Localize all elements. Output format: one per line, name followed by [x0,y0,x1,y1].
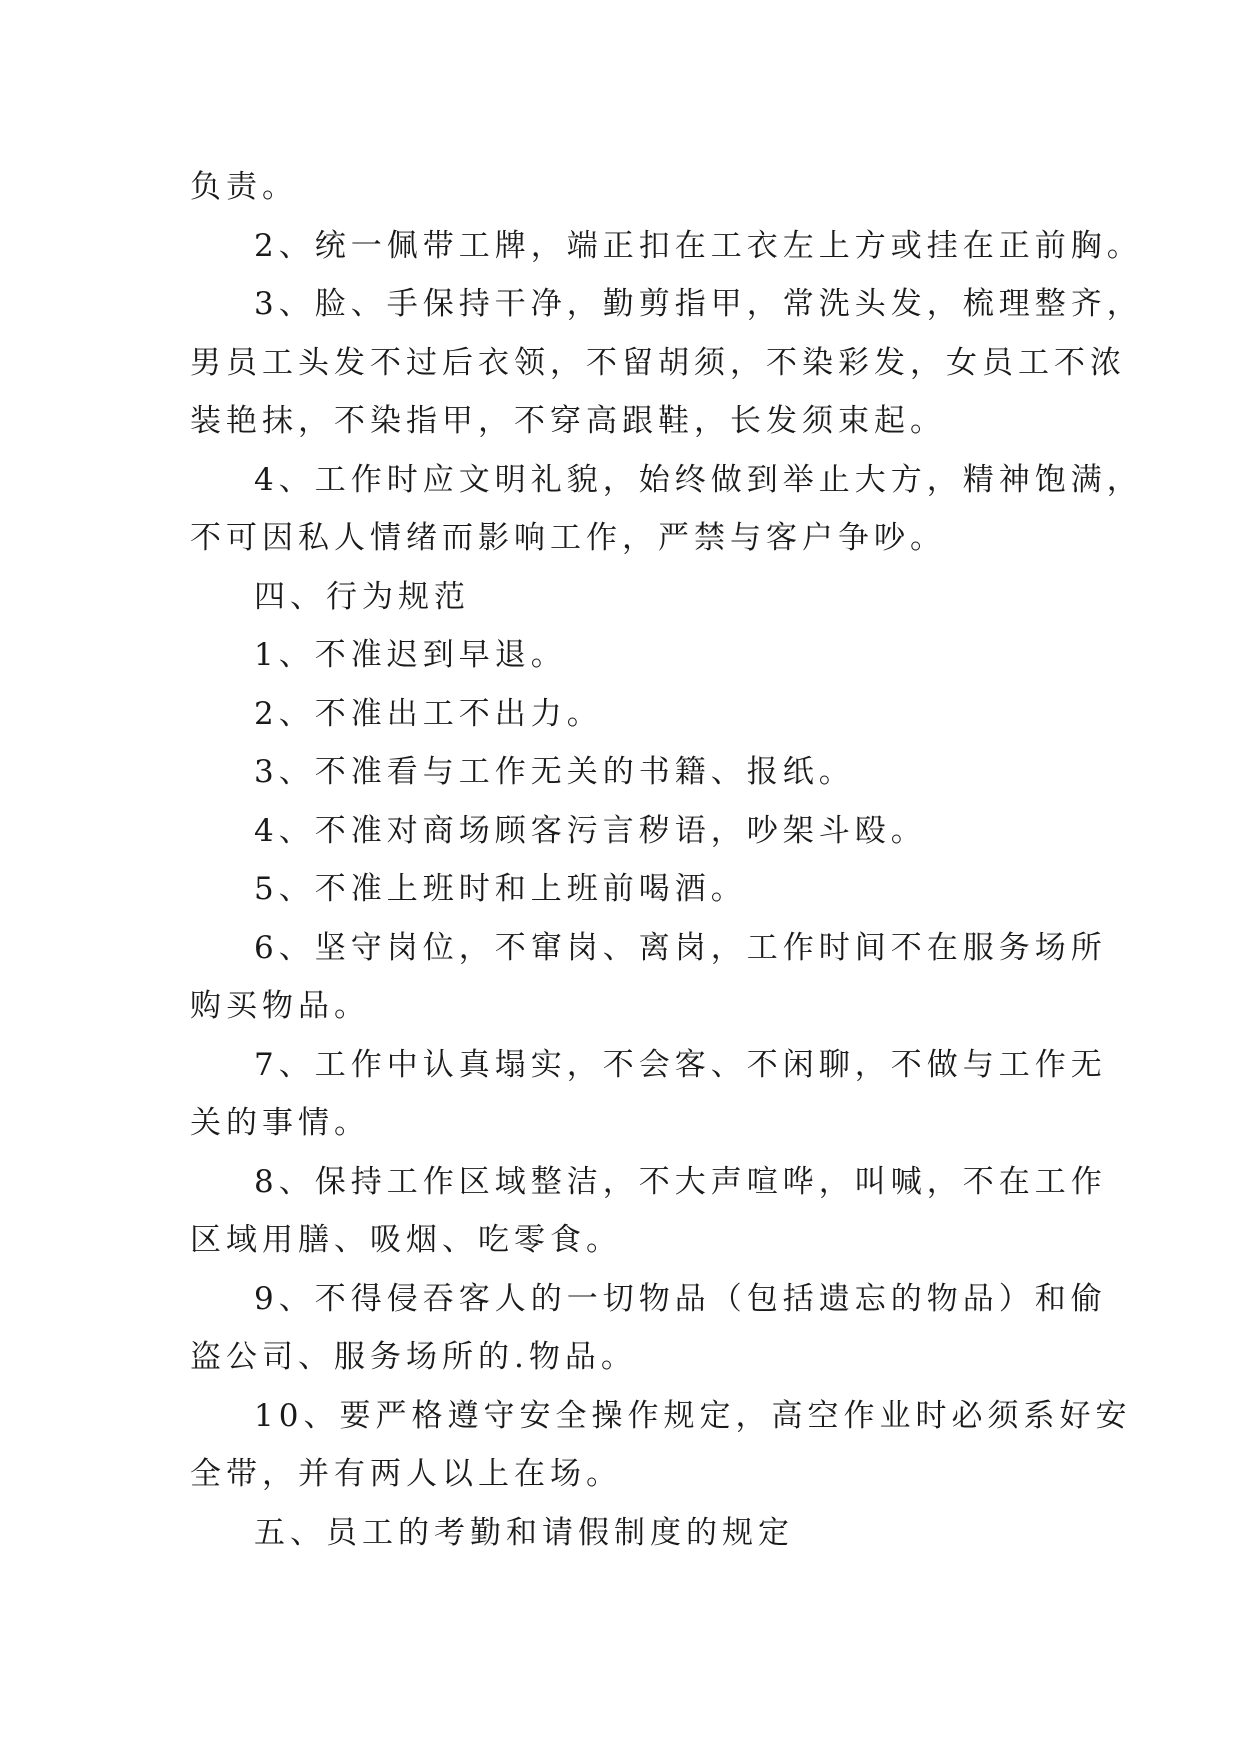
text-line: 7、工作中认真塌实，不会客、不闲聊，不做与工作无 [254,1046,1107,1083]
paragraph [190,919,1107,1036]
text-line: 不可因私人情绪而影响工作，严禁与客户争吵。 [190,520,946,556]
paragraph [190,217,1143,276]
text-line: 6、坚守岗位，不窜岗、离岗，工作时间不在服务场所 [254,929,1107,966]
text-line: 8、保持工作区域整洁，不大声喧哗，叫喊，不在工作 [254,1163,1107,1200]
text-line: 装艳抹，不染指甲，不穿高跟鞋，长发须束起。 [190,403,946,439]
text-line: 3、不准看与工作无关的书籍、报纸。 [254,754,855,790]
text-line: 男员工头发不过后衣领，不留胡须，不染彩发，女员工不浓 [190,344,1126,381]
text-line: 五、员工的考勤和请假制度的规定 [254,1514,794,1551]
text-line: 关的事情。 [190,1105,370,1141]
text-line: 4、不准对商场顾客污言秽语，吵架斗殴。 [254,812,927,849]
paragraph [190,802,1060,861]
paragraph [190,158,1060,217]
text-line: 4、工作时应文明礼貌，始终做到举止大方，精神饱满， [254,461,1143,498]
paragraph [190,626,1060,685]
text-line: 5、不准上班时和上班前喝酒。 [254,871,747,907]
text-line: 9、不得侵吞客人的一切物品（包括遗忘的物品）和偷 [254,1280,1107,1317]
text-line: 四、行为规范 [254,578,470,615]
paragraph [190,743,1060,802]
paragraph [190,860,1060,919]
text-line: 10、要严格遵守安全操作规定，高空作业时必须系好安 [254,1397,1132,1434]
paragraph [190,451,1143,568]
text-line: 2、不准出工不出力。 [254,695,603,732]
text-line: 2、统一佩带工牌，端正扣在工衣左上方或挂在正前胸。 [254,227,1143,264]
text-line: 购买物品。 [190,988,370,1024]
text-line: 全带，并有两人以上在场。 [190,1456,622,1492]
text-line: 1、不准迟到早退。 [254,637,567,673]
text-line: 区域用膳、吸烟、吃零食。 [190,1222,622,1258]
text-line: 盗公司、服务场所的.物品。 [190,1339,637,1375]
paragraph [190,275,1143,451]
document-body [190,158,1143,1562]
text-line: 负责。 [190,169,298,205]
text-line: 3、脸、手保持干净，勤剪指甲，常洗头发，梳理整齐， [254,286,1143,322]
paragraph [190,1153,1107,1270]
paragraph [190,1036,1107,1153]
paragraph [190,568,1060,627]
paragraph [190,1387,1132,1504]
paragraph [190,685,1060,744]
paragraph [190,1270,1107,1387]
paragraph [190,1504,1060,1563]
